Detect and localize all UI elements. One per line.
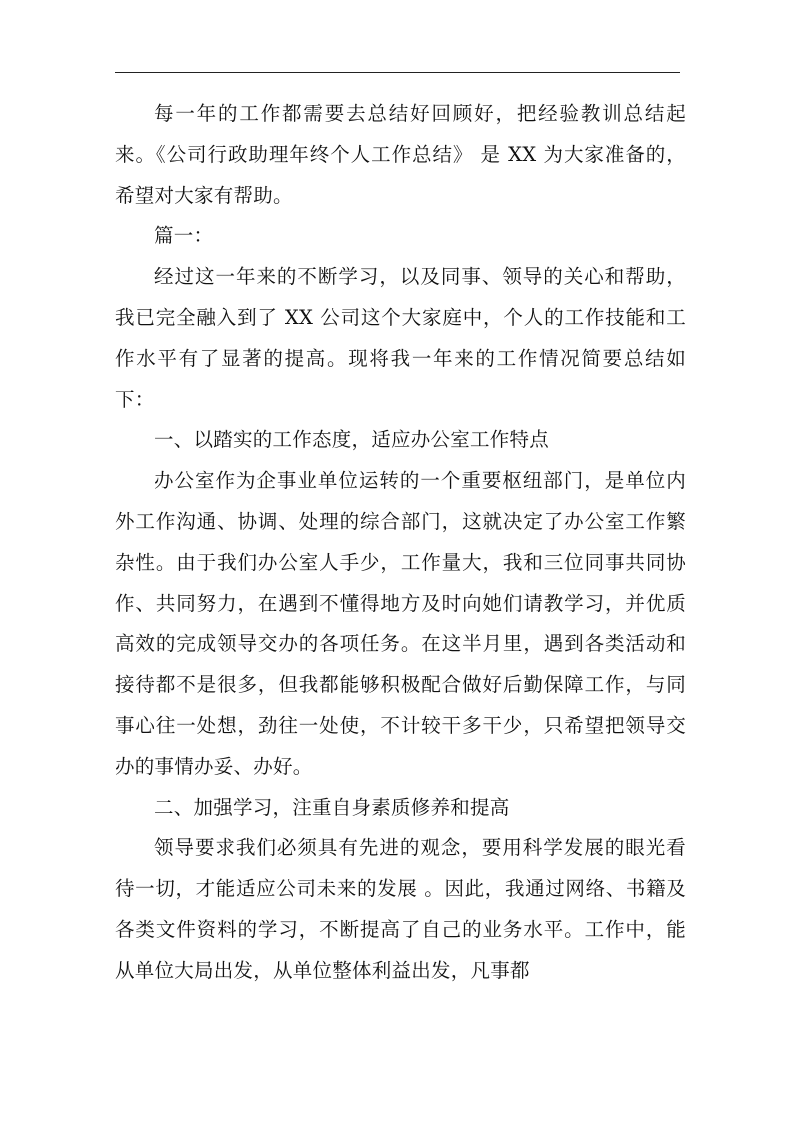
section-heading-2: 二、加强学习，注重自身素质修养和提高 <box>154 795 510 819</box>
header-rule <box>115 72 680 73</box>
document-body <box>115 94 686 992</box>
section-2-paragraph: 领导要求我们必须具有先进的观念，要用科学发展的眼光看待一切，才能适应公司未来的发展 。因此，我通过网络、书籍及各类文件资料的学习，不断提高了自己的业务水平。工作中，能从单位大局出发，从单位整体利益出发，凡事都 <box>115 836 686 982</box>
section-heading-1: 一、以踏实的工作态度，适应办公室工作特点 <box>154 428 550 452</box>
section-1-paragraph: 办公室作为企事业单位运转的一个重要枢纽部门，是单位内外工作沟通、协调、处理的综合部门，这就决定了办公室工作繁杂性。由于我们办公室人手少，工作量大，我和三位同事共同协作、共同努力，在遇到不懂得地方及时向她们请教学习，并优质高效的完成领导交办的各项任务。在这半月里，遇到各类活动和接待都不是很多，但我都能够积极配合做好后勤保障工作，与同事心往一处想，劲往一处使，不计较干多干少，只希望把领导交办的事情办妥、办好。 <box>115 469 686 778</box>
overview-paragraph: 经过这一年来的不断学习，以及同事、领导的关心和帮助，我已完全融入到了 XX 公司这个大家庭中，个人的工作技能和工作水平有了显著的提高。现将我一年来的工作情况简要总结如下： <box>115 265 686 411</box>
section-label-part-one: 篇一： <box>154 224 214 248</box>
intro-paragraph: 每一年的工作都需要去总结好回顾好，把经验教训总结起来。《公司行政助理年终个人工作总结》 是 XX 为大家准备的，希望对大家有帮助。 <box>115 102 686 207</box>
